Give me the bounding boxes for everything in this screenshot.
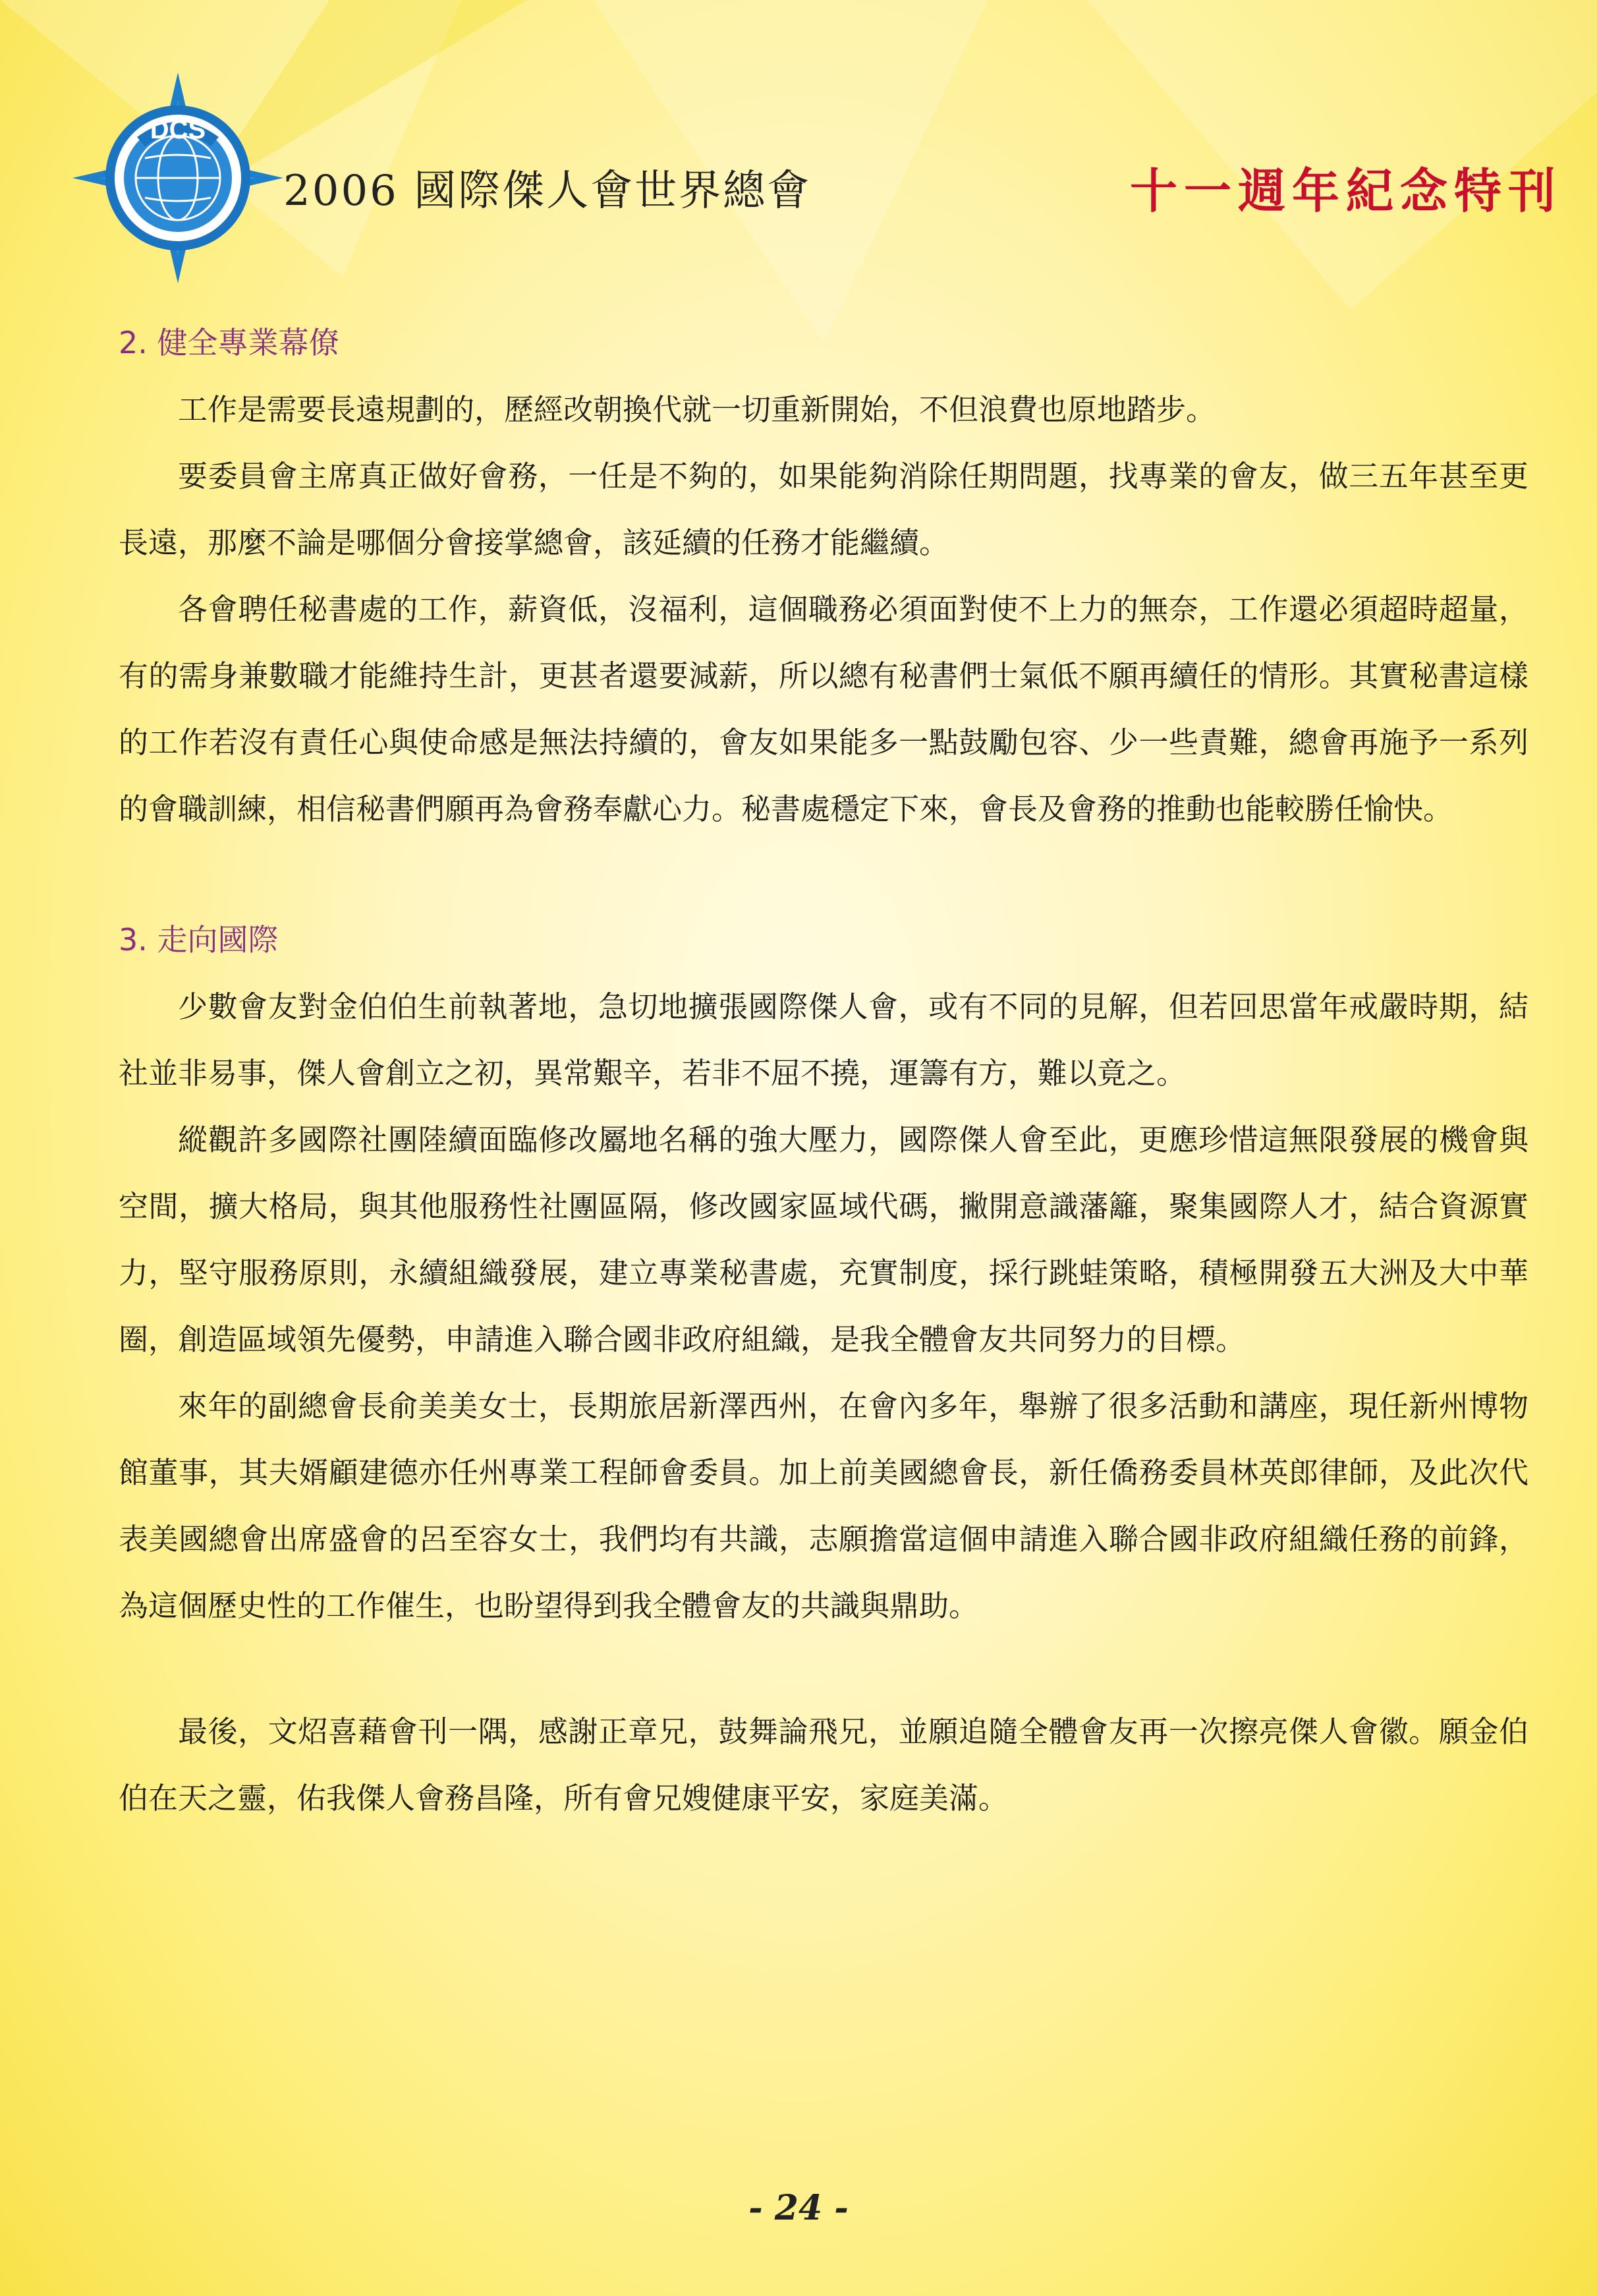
dcs-compass-logo-icon [72,72,283,283]
article-body [119,310,1528,1831]
header-anniversary-title: 十一週年紀念特刊 [1130,163,1563,219]
page-number: - 24 - [748,2188,849,2228]
paragraph: 來年的副總會長俞美美女士，長期旅居新澤西州，在會內多年，舉辦了很多活動和講座，現任新州博物館董事，其夫婿顧建德亦任州專業工程師會委員。加上前美國總會長，新任僑務委員林英郎律師，及此次代表美國總會出席盛會的呂至容女士，我們均有共識，志願擔當這個申請進入聯合國非政府組織任務的前鋒，為這個歷史性的工作催生，也盼望得到我全體會友的共識與鼎助。 [119,1389,1528,1623]
section-spacer [119,842,1528,907]
section-heading: 3. 走向國際 [119,922,279,958]
header-title: 2006 國際傑人會世界總會 [283,167,812,215]
closing-spacer [119,1639,1528,1698]
closing-paragraph: 最後，文炤喜藉會刊一隅，感謝正章兄，鼓舞論飛兄，並願追隨全體會友再一次擦亮傑人會徽。願金伯伯在天之靈，佑我傑人會務昌隆，所有會兄嫂健康平安，家庭美滿。 [119,1714,1528,1816]
page-header [0,0,1597,303]
paragraph: 要委員會主席真正做好會務，一任是不夠的，如果能夠消除任期問題，找專業的會友，做三五年甚至更長遠，那麼不論是哪個分會接掌總會，該延續的任務才能繼續。 [119,459,1528,560]
logo-lettering: DCS [150,115,206,144]
paragraph: 各會聘任秘書處的工作，薪資低，沒福利，這個職務必須面對使不上力的無奈，工作還必須超時超量，有的需身兼數職才能維持生計，更甚者還要減薪，所以總有秘書們士氣低不願再續任的情形。其實秘書這樣的工作若沒有責任心與使命感是無法持續的，會友如果能多一點鼓勵包容、少一些責難，總會再施予一系列的會職訓練，相信秘書們願再為會務奉獻心力。秘書處穩定下來，會長及會務的推動也能較勝任愉快。 [119,592,1528,826]
paragraph: 少數會友對金伯伯生前執著地，急切地擴張國際傑人會，或有不同的見解，但若回思當年戒嚴時期，結社並非易事，傑人會創立之初，異常艱辛，若非不屈不撓，運籌有方，難以竟之。 [119,989,1528,1091]
paragraph: 縱觀許多國際社團陸續面臨修改屬地名稱的強大壓力，國際傑人會至此，更應珍惜這無限發展的機會與空間，擴大格局，與其他服務性社團區隔，修改國家區域代碼，撇開意識藩籬，聚集國際人才，結合資源實力，堅守服務原則，永續組織發展，建立專業秘書處，充實制度，採行跳蛙策略，積極開發五大洲及大中華圈，創造區域領先優勢，申請進入聯合國非政府組織，是我全體會友共同努力的目標。 [119,1122,1528,1357]
section-heading: 2. 健全專業幕僚 [119,325,339,360]
paragraph: 工作是需要長遠規劃的，歷經改朝換代就一切重新開始，不但浪費也原地踏步。 [178,392,1216,427]
